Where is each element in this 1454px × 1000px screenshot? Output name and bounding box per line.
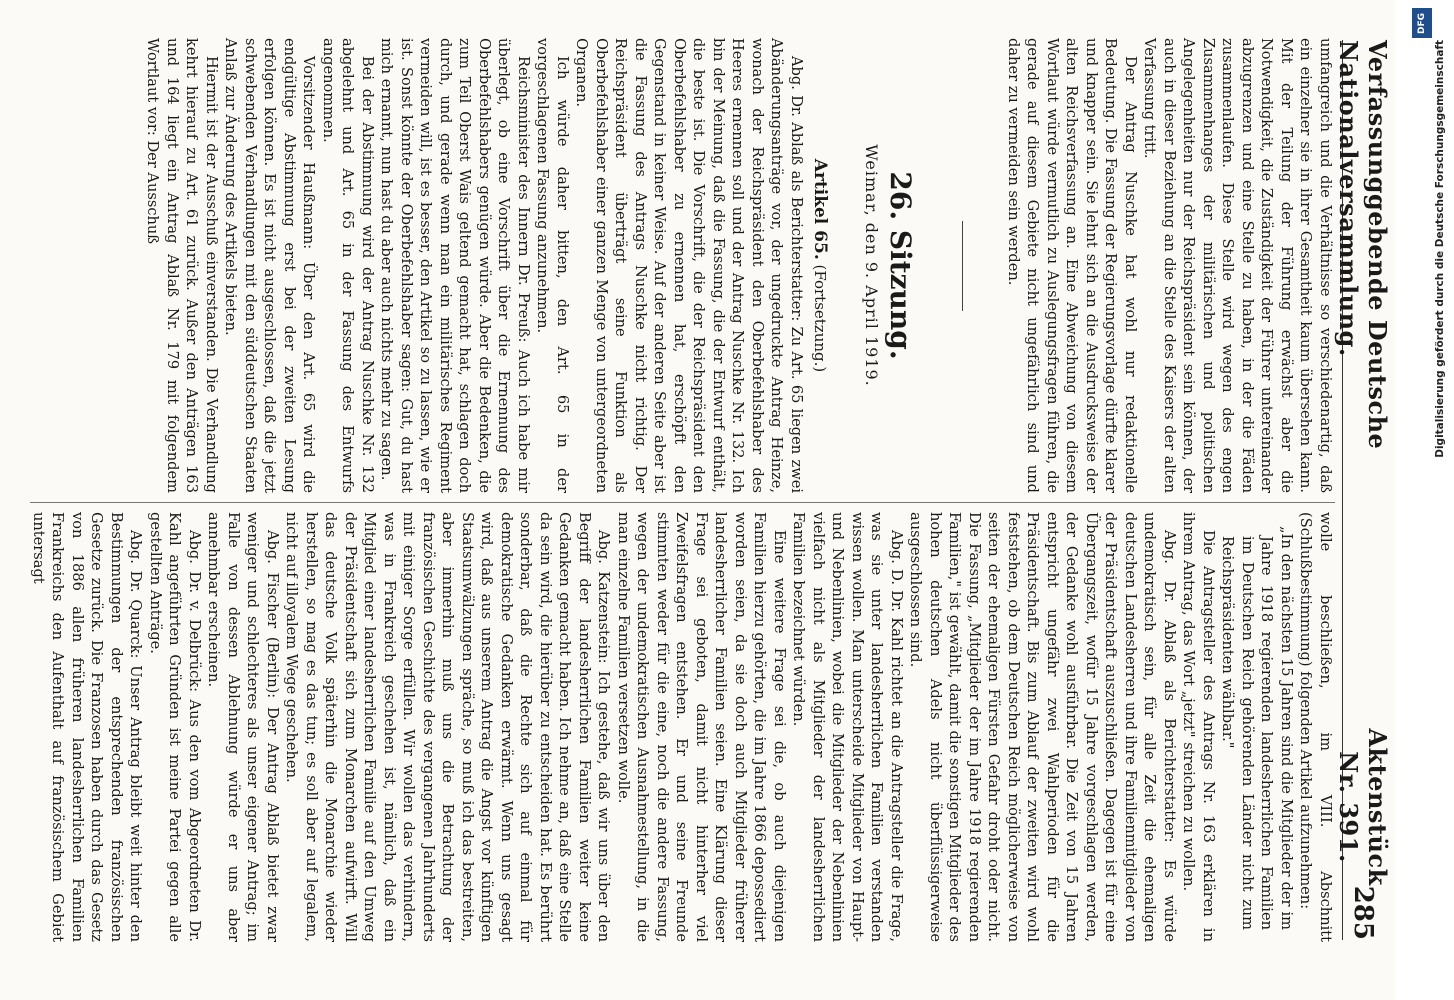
- section-divider: [963, 221, 964, 311]
- paragraph: Bei der Abstimmung wird der Antrag Nuschke Nr. 132 abgelehnt und Art. 65 in der Fassung des Entwurfs angenommen.: [320, 38, 376, 493]
- digitization-credit: [1402, 0, 1446, 1000]
- right-column: [30, 512, 1335, 942]
- paragraph: Ich würde daher bitten, den Art. 65 in der vorgeschlagenen Fassung anzunehmen.: [534, 38, 571, 493]
- paragraph: Reichsminister des Innern Dr. Preuß: Auch ich habe mir überlegt, ob eine Vorschrift über die Ernennung des Oberbefehlshabers genügen würde. Aber die Bedenken, die zum Teil Oberst Wais geltend gemacht hat, schlagen doch durch, und gerade wenn man ein militärisches Regiment vermeiden will, ist es besser, den Artikel so zu lassen, wie er ist. Sonst könnte der Oberbefehlshaber sagen: Gut, du hast mich ernannt, nun hast du aber auch nichts mehr zu sagen.: [378, 38, 532, 493]
- session-date: Weimar, den 9. April 1919.: [862, 144, 881, 387]
- left-column: [30, 38, 1335, 493]
- page-header: [1334, 40, 1392, 940]
- paragraph: Abg. Fischer (Berlin): Der Antrag Ablaß bietet zwar weniger und schlechteres als unser eigener Antrag; im Falle von dessen Ablehnung würde er uns aber annehmbar erscheinen.: [205, 512, 281, 942]
- quoted-article: „In den nächsten 15 Jahren sind die Mitglieder der im Jahre 1918 regierenden landesherrlichen Familien im Deutschen Reich gehörenden Länder nicht zum Reichspräsidenten wählbar.": [1219, 526, 1295, 930]
- paragraph: Die Antragsteller des Antrags Nr. 163 erklären in ihrem Antrag, das Wort „jetzt" streichen zu wollen.: [1180, 512, 1217, 942]
- credit-text: Digitalisierung gefördert durch die Deutsche Forschungsgemeinschaft: [1434, 40, 1446, 458]
- running-title: Verfassunggebende Deutsche Nationalversammlung.: [1334, 40, 1392, 450]
- paragraph: Hiermit ist der Ausschuß einverstanden. Die Verhandlung kehrt hierauf zu Art. 61 zurück. Außer den Anträgen 163 und 164 liegt ein Antrag Ablaß Nr. 179 mit folgendem Wortlaut vor: Der Ausschuß: [144, 38, 220, 493]
- paragraph: umfangreich und die Verhältnisse so verschiedenartig, daß ein einzelner sie in ihrer Gesamtheit kaum übersehen kann. Mit der Teilung der Führung erwächst aber die Notwendigkeit, die Zuständigkeit der Führer untereinander abzugrenzen und eine Stelle zu haben, in der die Fäden zusammenlaufen. Diese Stelle wird wegen des engen Zusammenhanges der militärischen und politischen Angelegenheiten nur der Reichspräsident sein können, der auch in dieser Beziehung an die Stelle des Kaisers der alten Verfassung tritt.: [1141, 38, 1334, 493]
- paragraph: Der Antrag Nuschke hat wohl nur redaktionelle Bedeutung. Die Fassung der Regierungsvorlage dürfte klarer und knapper sein. Sie lehnt sich an die Ausdrucksweise der alten Reichsverfassung an. Eine Abweichung von diesem Wortlaut würde vermutlich zu Auslegungsfragen führen, die gerade auf diesem Gebiete nicht ungefährlich sind und daher zu vermeiden sein werden.: [1005, 38, 1139, 493]
- session-title: 26. Sitzung.: [884, 171, 918, 360]
- document-number: Aktenstück Nr. 391.: [1334, 728, 1392, 886]
- paragraph: Abg. Dr. Ablaß als Berichterstatter: Es würde undemokratisch sein, für alle Zeit die ehemaligen deutschen Landesherren und ihre Familienmitglieder von der Präsidentschaft auszuschließen. Dagegen ist für eine Übergangszeit, wofür 15 Jahre vorgeschlagen werden, der Gedanke wohl ausführbar. Die Zeit von 15 Jahren entspricht ungefähr zwei Wahlperioden für die Präsidentschaft. Bis zum Ablauf der zweiten wird wohl feststehen, ob dem Deutschen Reich möglicherweise von seiten der ehemaligen Fürsten Gefahr droht oder nicht. Die Fassung, „Mitglieder der im Jahre 1918 regierenden Familien," ist gewählt, damit die sonstigen Mitglieder des hohen deutschen Adels nicht überflüssigerweise ausgeschlossen sind.: [907, 512, 1178, 942]
- article-note: (Fortsetzung.): [811, 264, 830, 373]
- paragraph: Abg. Katzenstein: Ich gestehe, daß wir uns über den Begriff der landesherrlichen Familien weiter keine Gedanken gemacht haben. Ich nehme an, daß eine Stelle da sein wird, die hierüber zu entscheiden hat. Es berührt sonderbar, daß die Rechte sich auf einmal für demokratische Gedanken erwärmt. Wenn uns gesagt wird, daß aus unserem Antrag die Angst vor künftigen Staatsumwälzungen spräche, so muß ich das bestreiten, aber immerhin muß uns die Betrachtung der französischen Geschichte des vergangenen Jahrhunderts mit einiger Sorge erfüllen. Wir wollen das verhindern, was in Frankreich geschehen ist, nämlich, daß ein Mitglied einer landesherrlichen Familie auf den Umweg der Präsidentschaft sich zum Monarchen aufwirft. Will das deutsche Volk späterhin die Monarchie wieder herstellen, so mag es das tun; es soll aber auf legalem, nicht auf illoyalem Wege geschehen.: [283, 512, 613, 942]
- paragraph: Abg. Dr. Quarck: Unser Antrag bleibt weit hinter den Bestimmungen der entsprechenden französischen Gesetze zurück. Die Franzosen haben durch das Gesetz von 1886 allen früheren landesherrlichen Familien Frankreichs den Aufenthalt auf französischem Gebiet untersagt: [30, 512, 145, 942]
- paragraph: Abg. Dr. Ablaß als Berichterstatter: Zu Art. 65 liegen zwei Abänderungsanträge vor, der ungedruckte Antrag Heinze, wonach der Reichspräsident den Oberbefehlshaber des Heeres ernennen soll und der Antrag Nuschke Nr. 132. Ich bin der Meinung, daß die Fassung, die der Entwurf enthält, die beste ist. Die Vorschrift, die der Reichspräsident den Oberbefehlshaber zu ernennen hat, erschöpft den Gegenstand in keiner Weise. Auf der anderen Seite aber ist die Fassung des Antrags Nuschke nicht richtig. Der Reichspräsident überträgt seine Funktion als Oberbefehlshaber einer ganzen Menge von untergeordneten Organen.: [573, 38, 805, 493]
- paragraph: Abg. Dr. v. Delbrück: Aus den vom Abgeordneten Dr. Kahl angeführten Gründen ist meine Partei gegen alle gestellten Anträge.: [147, 512, 203, 942]
- paragraph: Abg. D. Dr. Kahl richtet an die Antragsteller die Frage, was sie unter landesherrlichen Familien verstanden wissen wollen. Man unterscheide Mitglieder von Haupt- und Nebenlinien, wobei die Mitglieder der Nebenlinien vielfach nicht als Mitglieder der landesherrlichen Familien bezeichnet würden.: [790, 512, 905, 942]
- article-heading: [810, 38, 830, 493]
- paragraph: Eine weitere Frage sei die, ob auch diejenigen Familien hierzu gehörten, die im Jahre 1866 depossediert worden seien, da sie doch auch Mitglieder früherer landesherrlicher Familien seien. Eine Klärung dieser Frage sei geboten, damit nicht hinterher viel Zweifelsfragen entstehen. Er und seine Freunde stimmten weder für die eine, noch die andere Fassung, wegen der undemokratischen Ausnahmestellung, in die man einzelne Familien versetzen wolle.: [615, 512, 788, 942]
- page-number: 285: [1348, 885, 1378, 940]
- column-divider: [30, 502, 1335, 503]
- dfg-logo: DFG: [1412, 8, 1432, 38]
- article-label: Artikel 65.: [810, 158, 831, 260]
- paragraph: wolle beschließen, im VIII. Abschnitt (Schlußbestimmung) folgenden Artikel aufzunehmen:: [1297, 512, 1334, 942]
- paragraph: Vorsitzender Haußmann: Über den Art. 65 wird die endgültige Abstimmung erst bei der zweiten Lesung erfolgen können. Es ist nicht ausgeschlossen, daß die jetzt schwebenden Verhandlungen mit den süddeutschen Staaten Anlaß zur Änderung des Artikels bieten.: [222, 38, 318, 493]
